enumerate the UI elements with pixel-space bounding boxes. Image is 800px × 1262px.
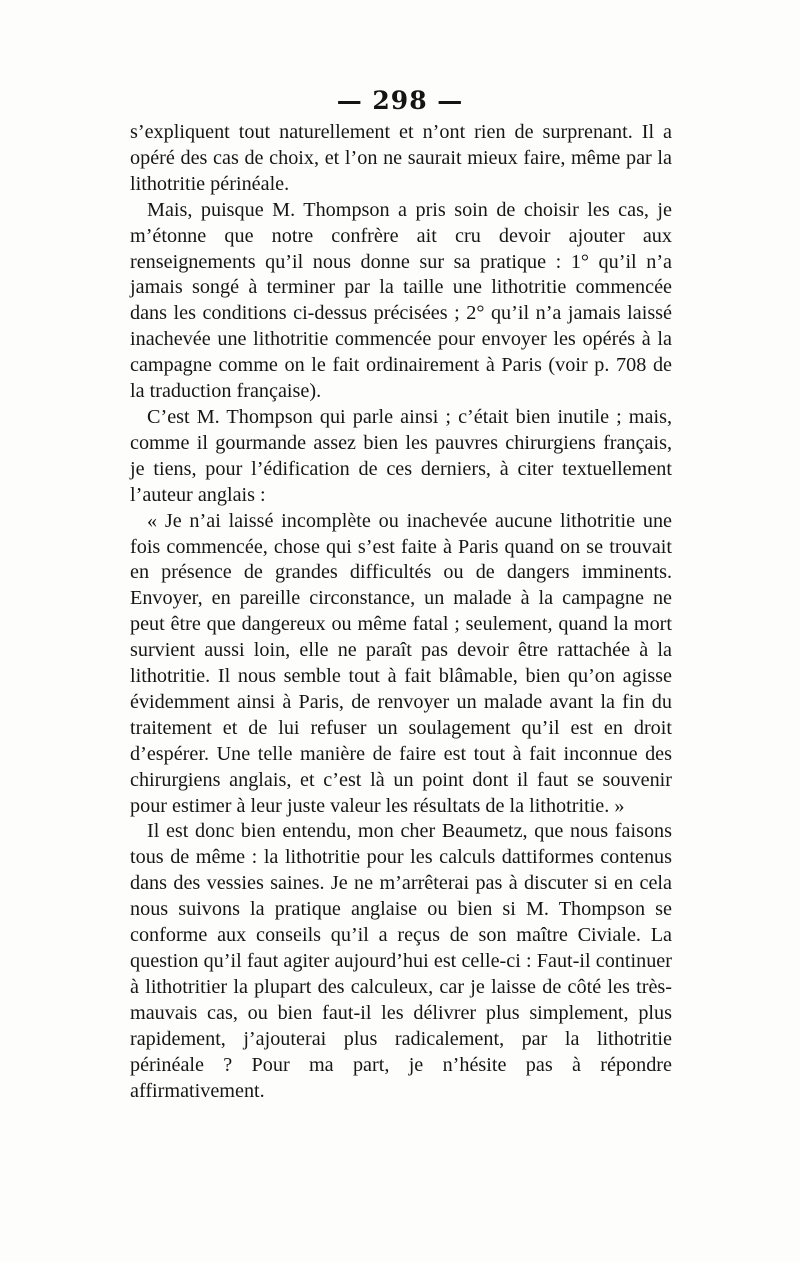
paragraph-thompson-cases: Mais, puisque M. Thompson a pris soin de choisir les cas, je m’étonne que notre confrère ait cru devoir ajouter aux renseignements qu’il nous donne sur sa pratique : 1° qu’il n’a jamais songé à terminer par la taille une lithotritie commencée dans les conditions ci-dessus précisées ; 2° qu’il n’a jamais laissé inachevée une lithotritie commencée pour envoyer les opérés à la campagne comme on le fait ordinairement à Paris (voir p. 708 de la traduction française). <box>130 198 672 403</box>
paragraph-continuation: s’expliquent tout naturellement et n’ont rien de surprenant. Il a opéré des cas de choix, et l’on ne saurait mieux faire, même par la lithotritie périnéale. <box>130 121 672 195</box>
paragraph-thompson-speaks: C’est M. Thompson qui parle ainsi ; c’était bien inutile ; mais, comme il gourmande assez bien les pauvres chirurgiens français, je tiens, pour l’édification de ces derniers, à citer textuellement l’auteur anglais : <box>130 405 672 506</box>
paragraph-quotation: « Je n’ai laissé incomplète ou inachevée aucune lithotritie une fois commencée, chose qui s’est faite à Paris quand on se trouvait en présence de grandes difficultés ou de dangers imminents. Envoyer, en pareille circonstance, un malade à la campagne ne peut être que dangereux ou même fatal ; seulement, quand la mort survient aussi loin, elle ne paraît pas devoir être rattachée à la lithotritie. Il nous semble tout à fait blâmable, bien qu’on agisse évidemment ainsi à Paris, de renvoyer un malade avant la fin du traitement et de lui refuser un soulagement qu’il est en droit d’espérer. Une telle manière de faire est tout à fait inconnue des chirurgiens anglais, et c’est là un point dont il faut se souvenir pour estimer à leur juste valeur les résultats de la lithotritie. » <box>130 509 672 817</box>
page-number: — 298 — <box>336 86 464 115</box>
body-text <box>130 120 672 1104</box>
paragraph-conclusion: Il est donc bien entendu, mon cher Beaumetz, que nous faisons tous de même : la lithotritie pour les calculs dattiformes contenus dans des vessies saines. Je ne m’arrêterai pas à discuter si en cela nous suivons la pratique anglaise ou bien si M. Thompson se conforme aux conseils qu’il a reçus de son maître Civiale. La question qu’il faut agiter aujourd’hui est celle-ci : Faut-il continuer à lithotritier la plupart des calculeux, car je laisse de côté les très-mauvais cas, ou bien faut-il les délivrer plus simplement, plus rapidement, j’ajouterai plus radicalement, par la lithotritie périnéale ? Pour ma part, je n’hésite pas à répondre affirmativement. <box>130 820 672 1102</box>
